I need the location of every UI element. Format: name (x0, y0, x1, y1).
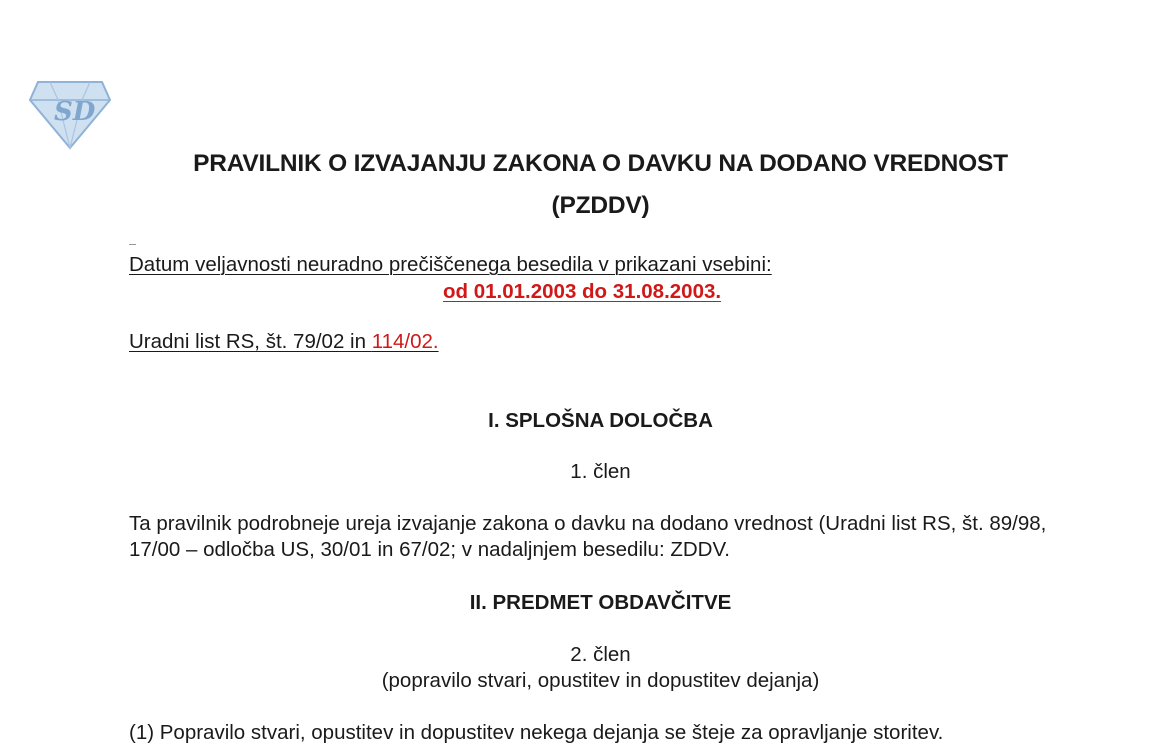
separator-mark (129, 244, 136, 245)
section-heading-1: I. SPLOŠNA DOLOČBA (488, 409, 713, 432)
article-2-number: 2. člen (570, 643, 631, 666)
section-heading-2: II. PREDMET OBDAVČITVE (469, 591, 732, 614)
document-title: PRAVILNIK O IZVAJANJU ZAKONA O DAVKU NA DODANO VREDNOST (193, 150, 1008, 177)
validity-label: Datum veljavnosti neuradno prečiščenega besedila v prikazani vsebini: (129, 253, 772, 276)
gazette-reference (129, 329, 439, 355)
sd-diamond-logo-icon (28, 78, 112, 150)
validity-dates: od 01.01.2003 do 31.08.2003. (443, 280, 722, 303)
article-1-number: 1. člen (570, 460, 631, 483)
article-1-paragraph: Ta pravilnik podrobneje ureja izvajanje zakona o davku na dodano vrednost (Uradni list RS, št. 89/98, 17/00 – odločba US, 30/01 in 67/02; v nadaljnjem besedilu: ZDDV. (129, 512, 1047, 561)
article-2-paragraph: (1) Popravilo stvari, opustitev in dopustitev nekega dejanja se šteje za opravljanje storitev. (129, 721, 944, 743)
article-2-subtitle: (popravilo stvari, opustitev in dopustitev dejanja) (381, 669, 820, 692)
gazette-link[interactable]: 114/02. (371, 330, 439, 353)
logo-text: SD (54, 97, 96, 127)
document-title-abbreviation: (PZDDV) (551, 192, 650, 219)
gazette-prefix: Uradni list RS, št. 79/02 in (129, 330, 372, 353)
